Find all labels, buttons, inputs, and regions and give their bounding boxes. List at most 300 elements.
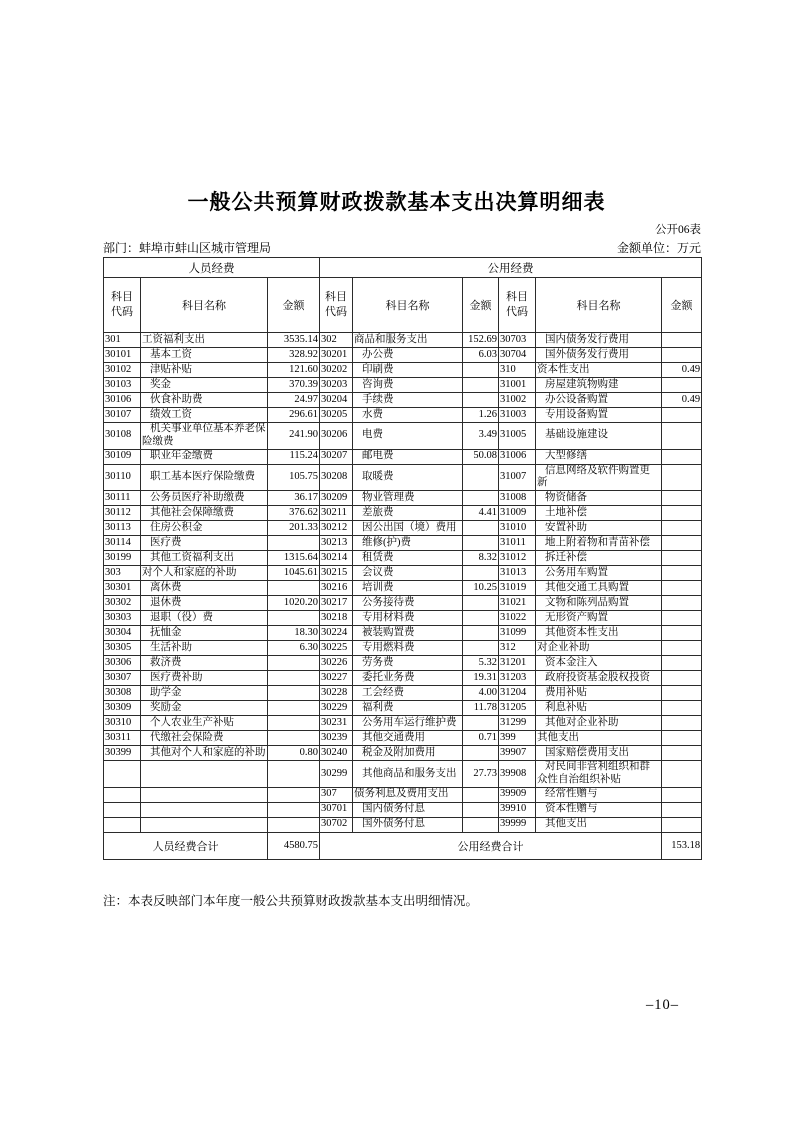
subject-code-cell: 30202 [320,363,353,378]
subject-code-cell: 31099 [499,626,536,641]
subject-code-cell: 31205 [499,701,536,716]
subject-code-cell: 30304 [104,626,141,641]
subject-code-cell: 30212 [320,521,353,536]
subject-code-cell: 31007 [499,464,536,491]
subject-name-cell: 专用燃料费 [353,641,463,656]
amount-cell: 1.26 [463,408,499,423]
amount-cell: 10.25 [463,581,499,596]
subject-code-cell: 399 [499,731,536,746]
subject-code-cell: 30103 [104,378,141,393]
table-row [104,408,702,423]
subject-name-cell: 国外债务付息 [353,817,463,832]
subject-code-cell: 30701 [320,802,353,817]
subject-code-cell: 307 [320,787,353,802]
subject-name-cell: 退休费 [141,596,268,611]
table-row [104,449,702,464]
page-number: –10– [646,997,679,1013]
table-row [104,611,702,626]
subject-code-cell: 31006 [499,449,536,464]
subject-code-cell: 30110 [104,464,141,491]
subject-code-cell: 30101 [104,348,141,363]
subject-code-cell: 30399 [104,746,141,761]
subject-name-cell: 拆迁补偿 [536,551,662,566]
amount-cell [463,536,499,551]
subject-code-cell: 30308 [104,686,141,701]
column-header-subject-code: 科目代码 [320,278,353,333]
subject-name-cell: 其他社会保障缴费 [141,506,268,521]
column-header-subject-code: 科目代码 [499,278,536,333]
amount-cell: 1045.61 [268,566,320,581]
amount-cell: 36.17 [268,491,320,506]
subject-code-cell: 31008 [499,491,536,506]
subject-name-cell: 津贴补贴 [141,363,268,378]
table-row [104,746,702,761]
subject-name-cell: 咨询费 [353,378,463,393]
amount-cell [662,536,702,551]
amount-cell: 4.41 [463,506,499,521]
amount-cell [662,641,702,656]
table-row [104,596,702,611]
table-row [104,464,702,491]
subject-code-cell: 30214 [320,551,353,566]
subject-name-cell: 公务用车购置 [536,566,662,581]
subject-code-cell: 30227 [320,671,353,686]
subject-code-cell: 30109 [104,449,141,464]
subject-name-cell [141,787,268,802]
amount-cell [662,731,702,746]
subject-code-cell: 30704 [499,348,536,363]
subject-code-cell: 30113 [104,521,141,536]
table-row [104,348,702,363]
column-header-row [104,278,702,333]
column-header-subject-name: 科目名称 [536,278,662,333]
subject-name-cell: 维修(护)费 [353,536,463,551]
subject-code-cell: 30306 [104,656,141,671]
subject-code-cell: 30703 [499,333,536,348]
subject-name-cell: 其他支出 [536,817,662,832]
amount-cell: 370.39 [268,378,320,393]
subject-name-cell: 资本性支出 [536,363,662,378]
group-header-personnel: 人员经费 [104,258,320,278]
subject-name-cell: 印刷费 [353,363,463,378]
subject-name-cell: 救济费 [141,656,268,671]
amount-cell [662,716,702,731]
subject-code-cell: 31001 [499,378,536,393]
subject-code-cell: 30310 [104,716,141,731]
subject-code-cell: 30216 [320,581,353,596]
amount-cell: 376.62 [268,506,320,521]
subject-name-cell: 被装购置费 [353,626,463,641]
table-row [104,521,702,536]
subject-name-cell: 离休费 [141,581,268,596]
subject-code-cell: 31021 [499,596,536,611]
amount-cell [463,566,499,581]
subject-name-cell: 手续费 [353,393,463,408]
subject-code-cell: 39999 [499,817,536,832]
amount-cell [268,761,320,788]
amount-cell [268,536,320,551]
amount-cell [463,787,499,802]
subject-code-cell [104,817,141,832]
subject-name-cell: 商品和服务支出 [353,333,463,348]
subject-name-cell: 国家赔偿费用支出 [536,746,662,761]
amount-cell [463,378,499,393]
subject-code-cell: 39909 [499,787,536,802]
public-total-amount: 153.18 [662,832,702,859]
amount-cell: 4.00 [463,686,499,701]
table-row [104,363,702,378]
subject-code-cell: 30311 [104,731,141,746]
subject-code-cell: 30209 [320,491,353,506]
subject-code-cell: 30108 [104,423,141,450]
amount-cell: 296.61 [268,408,320,423]
table-row [104,641,702,656]
subject-code-cell: 30240 [320,746,353,761]
table-note: 注：本表反映部门本年度一般公共预算财政拨款基本支出明细情况。 [103,894,479,908]
subject-name-cell: 助学金 [141,686,268,701]
subject-name-cell: 抚恤金 [141,626,268,641]
subject-name-cell: 福利费 [353,701,463,716]
amount-cell [662,348,702,363]
subject-name-cell: 电费 [353,423,463,450]
subject-code-cell: 30226 [320,656,353,671]
subject-code-cell: 30207 [320,449,353,464]
subject-name-cell: 国内债务发行费用 [536,333,662,348]
subject-code-cell: 30205 [320,408,353,423]
subject-name-cell: 信息网络及软件购置更新 [536,464,662,491]
subject-name-cell [141,817,268,832]
amount-cell [662,378,702,393]
subject-name-cell: 国外债务发行费用 [536,348,662,363]
subject-code-cell: 312 [499,641,536,656]
subject-name-cell: 资本性赠与 [536,802,662,817]
subject-code-cell: 31204 [499,686,536,701]
amount-cell [662,423,702,450]
subject-code-cell: 31002 [499,393,536,408]
table-row [104,731,702,746]
subject-code-cell: 30107 [104,408,141,423]
amount-cell [662,787,702,802]
subject-name-cell: 其他商品和服务支出 [353,761,463,788]
amount-cell [662,449,702,464]
amount-cell [268,716,320,731]
table-row [104,802,702,817]
subject-name-cell [141,761,268,788]
subject-code-cell: 30229 [320,701,353,716]
unit-label: 金额单位：万元 [616,241,701,255]
subject-name-cell: 利息补贴 [536,701,662,716]
subject-code-cell: 30106 [104,393,141,408]
subject-code-cell: 30231 [320,716,353,731]
subject-code-cell: 31009 [499,506,536,521]
subject-name-cell: 大型修缮 [536,449,662,464]
form-number-label: 公开06表 [655,224,701,236]
subject-code-cell: 30215 [320,566,353,581]
table-row [104,393,702,408]
subject-name-cell: 租赁费 [353,551,463,566]
subject-code-cell: 31299 [499,716,536,731]
column-header-amount: 金额 [463,278,499,333]
subject-name-cell: 政府投资基金股权投资 [536,671,662,686]
subject-name-cell: 税金及附加费用 [353,746,463,761]
subject-code-cell: 30211 [320,506,353,521]
subject-name-cell: 基本工资 [141,348,268,363]
amount-cell [662,701,702,716]
table-row [104,333,702,348]
amount-cell: 8.32 [463,551,499,566]
amount-cell [662,611,702,626]
group-header-row [104,258,702,278]
amount-cell: 18.30 [268,626,320,641]
table-row [104,551,702,566]
subject-name-cell: 其他交通工具购置 [536,581,662,596]
amount-cell: 24.97 [268,393,320,408]
subject-name-cell: 差旅费 [353,506,463,521]
amount-cell: 241.90 [268,423,320,450]
column-header-subject-name: 科目名称 [141,278,268,333]
amount-cell [268,656,320,671]
page-title: 一般公共预算财政拨款基本支出决算明细表 [187,190,606,214]
amount-cell: 152.69 [463,333,499,348]
column-header-amount: 金额 [662,278,702,333]
amount-cell [662,491,702,506]
table-row [104,787,702,802]
table-row [104,566,702,581]
amount-cell [463,393,499,408]
subject-name-cell: 安置补助 [536,521,662,536]
subject-name-cell: 土地补偿 [536,506,662,521]
subject-code-cell [104,761,141,788]
column-header-subject-code: 科目代码 [104,278,141,333]
amount-cell [662,464,702,491]
table-meta-row [103,239,701,256]
amount-cell [662,626,702,641]
subject-code-cell: 31019 [499,581,536,596]
subject-name-cell: 办公设备购置 [536,393,662,408]
subject-code-cell: 39907 [499,746,536,761]
subject-name-cell: 工资福利支出 [141,333,268,348]
table-row [104,378,702,393]
subject-name-cell: 工会经费 [353,686,463,701]
amount-cell [463,626,499,641]
subject-code-cell: 31003 [499,408,536,423]
subject-name-cell: 奖励金 [141,701,268,716]
subject-name-cell: 基础设施建设 [536,423,662,450]
subject-name-cell: 委托业务费 [353,671,463,686]
public-total-label: 公用经费合计 [320,832,662,859]
subject-code-cell: 31005 [499,423,536,450]
amount-cell [662,596,702,611]
subject-name-cell: 物资储备 [536,491,662,506]
column-header-amount: 金额 [268,278,320,333]
table-row [104,581,702,596]
table-row [104,761,702,788]
subject-code-cell: 31022 [499,611,536,626]
subject-name-cell: 医疗费 [141,536,268,551]
subject-name-cell: 取暖费 [353,464,463,491]
column-header-subject-name: 科目名称 [353,278,463,333]
amount-cell [662,686,702,701]
amount-cell [662,746,702,761]
amount-cell: 1020.20 [268,596,320,611]
subject-code-cell: 30114 [104,536,141,551]
amount-cell [662,566,702,581]
subject-name-cell: 其他资本性支出 [536,626,662,641]
subject-code-cell: 39908 [499,761,536,788]
subject-code-cell: 30199 [104,551,141,566]
amount-cell [268,701,320,716]
amount-cell [268,817,320,832]
totals-row [104,832,702,859]
table-row [104,671,702,686]
amount-cell [662,333,702,348]
amount-cell: 3535.14 [268,333,320,348]
subject-name-cell: 住房公积金 [141,521,268,536]
subject-name-cell: 水费 [353,408,463,423]
subject-name-cell: 物业管理费 [353,491,463,506]
amount-cell [662,521,702,536]
subject-name-cell: 对民间非营利组织和群众性自治组织补贴 [536,761,662,788]
amount-cell [463,746,499,761]
subject-code-cell [104,802,141,817]
subject-name-cell: 绩效工资 [141,408,268,423]
amount-cell [662,656,702,671]
group-header-public: 公用经费 [320,258,702,278]
amount-cell [268,731,320,746]
subject-name-cell: 其他工资福利支出 [141,551,268,566]
amount-cell: 11.78 [463,701,499,716]
subject-name-cell: 无形资产购置 [536,611,662,626]
table-row [104,716,702,731]
amount-cell [662,802,702,817]
subject-name-cell: 办公费 [353,348,463,363]
subject-code-cell: 30305 [104,641,141,656]
subject-name-cell: 专用设备购置 [536,408,662,423]
amount-cell [268,581,320,596]
subject-name-cell: 债务利息及费用支出 [353,787,463,802]
subject-name-cell: 生活补助 [141,641,268,656]
subject-code-cell: 30301 [104,581,141,596]
amount-cell [463,716,499,731]
subject-code-cell: 30302 [104,596,141,611]
subject-name-cell: 资本金注入 [536,656,662,671]
subject-name-cell: 房屋建筑物购建 [536,378,662,393]
amount-cell [662,671,702,686]
table-row [104,506,702,521]
subject-code-cell: 30201 [320,348,353,363]
amount-cell [662,581,702,596]
amount-cell [463,464,499,491]
amount-cell: 27.73 [463,761,499,788]
subject-name-cell: 伙食补助费 [141,393,268,408]
subject-name-cell: 退职（役）费 [141,611,268,626]
subject-name-cell: 公务接待费 [353,596,463,611]
subject-code-cell: 30225 [320,641,353,656]
subject-name-cell: 培训费 [353,581,463,596]
amount-cell [662,761,702,788]
amount-cell [463,817,499,832]
amount-cell [268,671,320,686]
subject-code-cell: 30206 [320,423,353,450]
personnel-total-amount: 4580.75 [268,832,320,859]
subject-code-cell: 31012 [499,551,536,566]
subject-name-cell: 劳务费 [353,656,463,671]
amount-cell: 0.49 [662,363,702,378]
amount-cell: 121.60 [268,363,320,378]
expenditure-detail-table [103,257,702,860]
subject-code-cell: 30203 [320,378,353,393]
subject-name-cell: 费用补贴 [536,686,662,701]
subject-code-cell: 30217 [320,596,353,611]
subject-code-cell: 302 [320,333,353,348]
subject-code-cell: 31010 [499,521,536,536]
subject-code-cell: 301 [104,333,141,348]
subject-name-cell: 职业年金缴费 [141,449,268,464]
amount-cell: 1315.64 [268,551,320,566]
amount-cell [268,787,320,802]
subject-name-cell: 代缴社会保险费 [141,731,268,746]
subject-code-cell: 30299 [320,761,353,788]
amount-cell: 50.08 [463,449,499,464]
subject-name-cell: 职工基本医疗保险缴费 [141,464,268,491]
table-row [104,656,702,671]
subject-name-cell: 公务员医疗补助缴费 [141,491,268,506]
amount-cell [463,521,499,536]
subject-code-cell: 30102 [104,363,141,378]
table-row [104,626,702,641]
amount-cell [268,686,320,701]
subject-code-cell: 30303 [104,611,141,626]
subject-code-cell: 31013 [499,566,536,581]
table-row [104,491,702,506]
table-row [104,686,702,701]
subject-code-cell: 30208 [320,464,353,491]
amount-cell [662,408,702,423]
subject-code-cell: 30309 [104,701,141,716]
department-label: 部门：蚌埠市蚌山区城市管理局 [103,241,272,255]
amount-cell [662,817,702,832]
subject-name-cell: 会议费 [353,566,463,581]
subject-code-cell [104,787,141,802]
amount-cell [463,802,499,817]
subject-name-cell: 邮电费 [353,449,463,464]
table-row [104,423,702,450]
amount-cell [463,611,499,626]
subject-code-cell: 31203 [499,671,536,686]
subject-code-cell: 30307 [104,671,141,686]
amount-cell: 115.24 [268,449,320,464]
amount-cell: 3.49 [463,423,499,450]
subject-name-cell: 其他交通费用 [353,731,463,746]
personnel-total-label: 人员经费合计 [104,832,268,859]
amount-cell: 328.92 [268,348,320,363]
amount-cell: 19.31 [463,671,499,686]
amount-cell [463,363,499,378]
subject-name-cell: 专用材料费 [353,611,463,626]
amount-cell [662,551,702,566]
subject-code-cell: 30228 [320,686,353,701]
subject-name-cell: 对个人和家庭的补助 [141,566,268,581]
subject-name-cell: 机关事业单位基本养老保险缴费 [141,423,268,450]
subject-name-cell: 因公出国（境）费用 [353,521,463,536]
amount-cell: 0.49 [662,393,702,408]
subject-name-cell [141,802,268,817]
amount-cell [268,611,320,626]
subject-code-cell: 30224 [320,626,353,641]
amount-cell: 0.80 [268,746,320,761]
subject-code-cell: 39910 [499,802,536,817]
amount-cell: 5.32 [463,656,499,671]
